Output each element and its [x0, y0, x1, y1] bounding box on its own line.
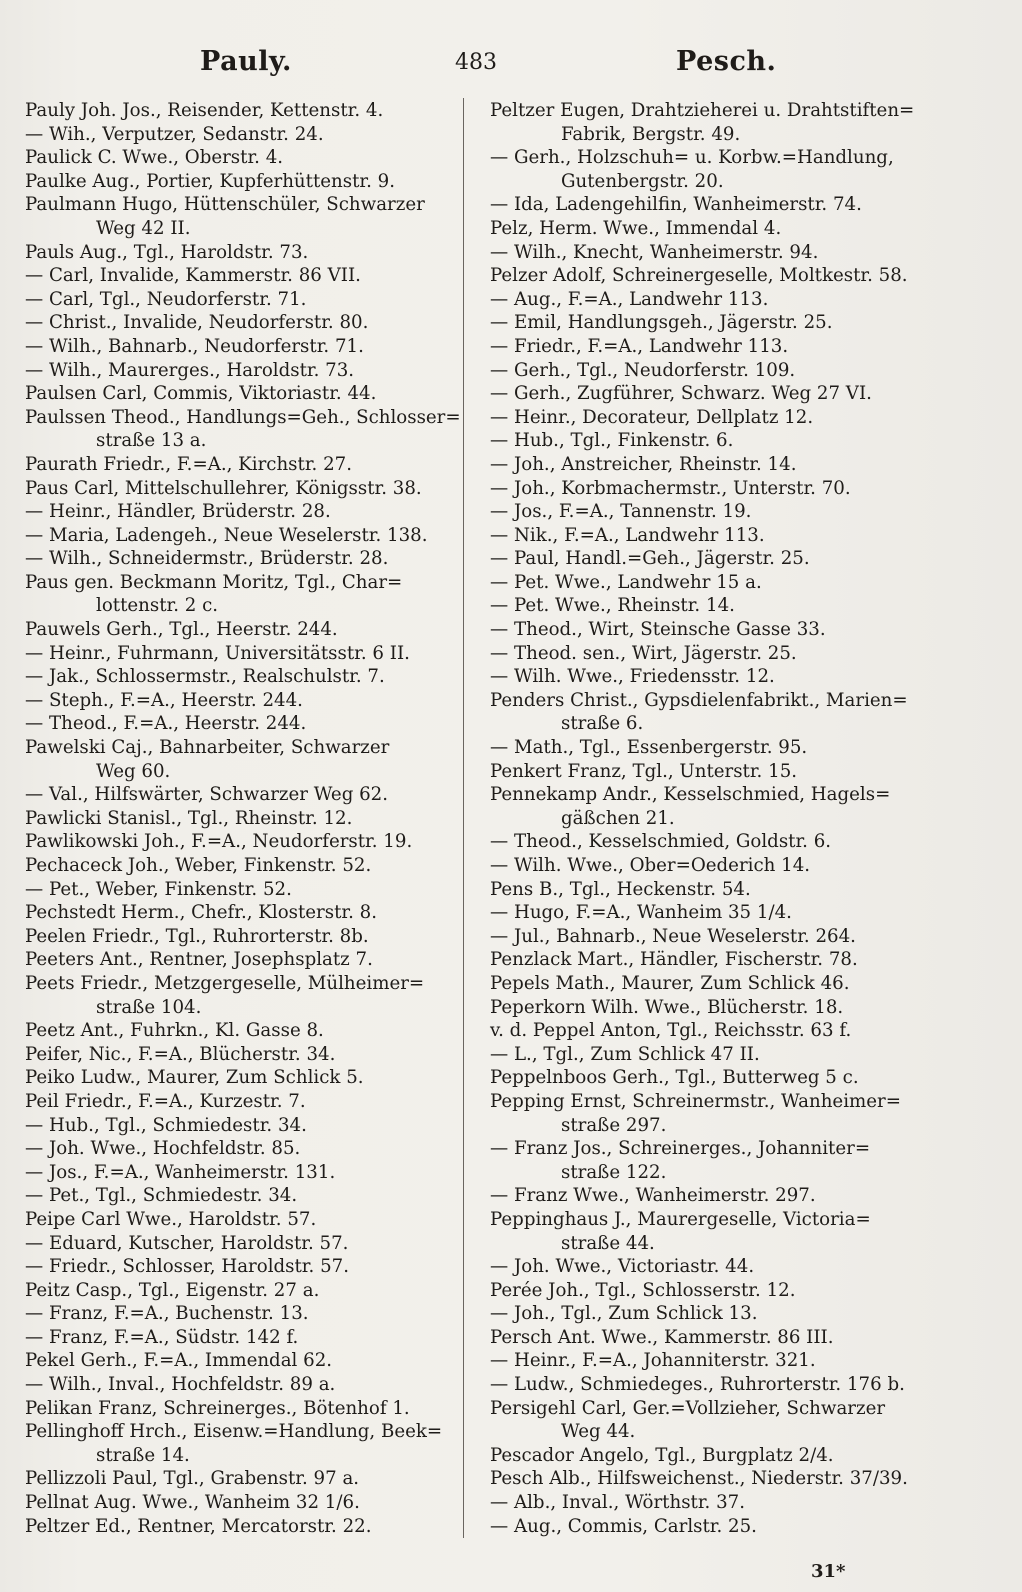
directory-entry: [490, 736, 920, 760]
directory-entry: [490, 1184, 920, 1208]
entry-line: — Gerh., Holzschuh= u. Korbw.=Handlung,: [490, 147, 894, 169]
entry-line: Pawlikowski Joh., F.=A., Neudorferstr. 19.: [25, 831, 413, 853]
entry-line: Pekel Gerh., F.=A., Immendal 62.: [25, 1350, 333, 1372]
entry-line: Paulick C. Wwe., Oberstr. 4.: [25, 147, 284, 169]
entry-line: Peetz Ant., Fuhrkn., Kl. Gasse 8.: [25, 1020, 324, 1042]
entry-line: Pelz, Herm. Wwe., Immendal 4.: [490, 217, 782, 239]
entry-line: Pechstedt Herm., Chefr., Klosterstr. 8.: [25, 902, 377, 924]
entry-line: Pellinghoff Hrch., Eisenw.=Handlung, Beek=: [25, 1421, 443, 1443]
entry-line: — Carl, Invalide, Kammerstr. 86 VII.: [25, 265, 361, 287]
directory-entry: [490, 854, 920, 878]
directory-entry: [490, 783, 920, 830]
directory-entry: [490, 477, 920, 501]
entry-line: Paulssen Theod., Handlungs=Geh., Schlosser=: [25, 406, 461, 428]
entry-line: — Franz Wwe., Wanheimerstr. 297.: [490, 1185, 816, 1207]
entry-continuation-line: straße 44.: [561, 1232, 655, 1254]
directory-entry: [25, 1208, 455, 1232]
entry-line: — Emil, Handlungsgeh., Jägerstr. 25.: [490, 312, 833, 334]
entry-line: — Nik., F.=A., Landwehr 113.: [490, 524, 765, 546]
entry-line: Pepels Math., Maurer, Zum Schlick 46.: [490, 972, 850, 994]
entry-continuation-line: straße 104.: [96, 996, 202, 1018]
entry-continuation-line: Weg 42 II.: [96, 217, 191, 239]
directory-entry: [490, 382, 920, 406]
directory-entry: [490, 901, 920, 925]
directory-entry: [25, 736, 455, 783]
entry-line: — Wih., Verputzer, Sedanstr. 24.: [25, 123, 324, 145]
directory-entry: [490, 217, 920, 241]
entry-line: — Carl, Tgl., Neudorferstr. 71.: [25, 288, 307, 310]
directory-entry: [25, 689, 455, 713]
entry-line: — Jos., F.=A., Wanheimerstr. 131.: [25, 1161, 336, 1183]
entry-line: — Theod., F.=A., Heerstr. 244.: [25, 713, 307, 735]
directory-entry: [25, 925, 455, 949]
directory-entry: [25, 1373, 455, 1397]
entry-line: Paus Carl, Mittelschullehrer, Königsstr. 38.: [25, 477, 422, 499]
entry-line: Pawelski Caj., Bahnarbeiter, Schwarzer: [25, 737, 390, 759]
directory-entry: [490, 972, 920, 996]
entry-line: Pepping Ernst, Schreinermstr., Wanheimer=: [490, 1090, 901, 1112]
entry-line: Persigehl Carl, Ger.=Vollzieher, Schwarzer: [490, 1397, 886, 1419]
directory-entry: [25, 264, 455, 288]
entry-line: — Pet., Weber, Finkenstr. 52.: [25, 878, 292, 900]
directory-entry: [25, 1043, 455, 1067]
entry-line: Pawlicki Stanisl., Tgl., Rheinstr. 12.: [25, 807, 353, 829]
directory-entry: [490, 241, 920, 265]
entry-line: v. d. Peppel Anton, Tgl., Reichsstr. 63 f.: [490, 1020, 852, 1042]
entry-line: — Wilh., Inval., Hochfeldstr. 89 a.: [25, 1374, 336, 1396]
directory-entry: [490, 335, 920, 359]
directory-entry: [25, 99, 455, 123]
entry-continuation-line: straße 13 a.: [96, 430, 207, 452]
entry-continuation-line: straße 122.: [561, 1161, 667, 1183]
directory-entry: [25, 406, 461, 453]
directory-entry: [25, 1232, 455, 1256]
directory-entry: [25, 477, 455, 501]
entry-line: — Franz, F.=A., Buchenstr. 13.: [25, 1303, 309, 1325]
entry-continuation-line: straße 6.: [561, 713, 644, 735]
directory-entry: [25, 1255, 455, 1279]
entry-line: — Paul, Handl.=Geh., Jägerstr. 25.: [490, 548, 810, 570]
directory-entry: [490, 1349, 920, 1373]
entry-line: — Math., Tgl., Essenbergerstr. 95.: [490, 737, 808, 759]
directory-entry: [25, 123, 455, 147]
directory-entry: [490, 429, 920, 453]
entry-line: Pelikan Franz, Schreinerges., Bötenhof 1.: [25, 1397, 410, 1419]
entry-line: — Joh., Anstreicher, Rheinstr. 14.: [490, 453, 797, 475]
entry-line: — Theod., Wirt, Steinsche Gasse 33.: [490, 619, 826, 641]
entry-line: — Heinr., Händler, Brüderstr. 28.: [25, 501, 331, 523]
directory-entry: [25, 193, 455, 240]
directory-entry: [25, 1114, 455, 1138]
entry-continuation-line: Gutenbergstr. 20.: [561, 170, 724, 192]
entry-line: — Franz, F.=A., Südstr. 142 f.: [25, 1326, 299, 1348]
entry-line: — Wilh., Knecht, Wanheimerstr. 94.: [490, 241, 819, 263]
directory-entry: [490, 642, 920, 666]
entry-line: — Aug., F.=A., Landwehr 113.: [490, 288, 769, 310]
entry-line: — Pet., Tgl., Schmiedestr. 34.: [25, 1185, 298, 1207]
entry-line: Penzlack Mart., Händler, Fischerstr. 78.: [490, 949, 858, 971]
directory-entry: [490, 1444, 920, 1468]
entry-line: — Wilh. Wwe., Ober=Oederich 14.: [490, 855, 811, 876]
header-right-keyword: Pesch.: [676, 46, 777, 77]
entry-line: — Theod., Kesselschmied, Goldstr. 6.: [490, 831, 832, 853]
directory-entry: [25, 288, 455, 312]
entry-line: Peipe Carl Wwe., Haroldstr. 57.: [25, 1208, 317, 1230]
directory-entry: [490, 359, 920, 383]
entry-line: Paulke Aug., Portier, Kupferhüttenstr. 9.: [25, 170, 395, 192]
entry-line: Pauls Aug., Tgl., Haroldstr. 73.: [25, 241, 309, 263]
entry-line: — Heinr., F.=A., Johanniterstr. 321.: [490, 1350, 816, 1372]
directory-entry: [25, 524, 455, 548]
entry-line: — Joh., Tgl., Zum Schlick 13.: [490, 1303, 758, 1325]
entry-line: — Pet. Wwe., Rheinstr. 14.: [490, 595, 735, 617]
entry-line: Penders Christ., Gypsdielenfabrikt., Marien=: [490, 689, 908, 711]
directory-entry: [25, 1066, 455, 1090]
entry-continuation-line: lottenstr. 2 c.: [96, 595, 219, 617]
entry-line: — Joh. Wwe., Victoriastr. 44.: [490, 1256, 755, 1278]
entry-line: Peppinghaus J., Maurergeselle, Victoria=: [490, 1208, 871, 1230]
entry-line: — Wilh., Maurerges., Haroldstr. 73.: [25, 359, 355, 381]
directory-entry: [25, 1137, 455, 1161]
directory-entry: [490, 146, 920, 193]
entry-line: — Joh. Wwe., Hochfeldstr. 85.: [25, 1138, 301, 1160]
directory-entry: [25, 335, 455, 359]
page-header: [0, 46, 1022, 86]
entry-line: Peiko Ludw., Maurer, Zum Schlick 5.: [25, 1067, 364, 1089]
directory-entry: [490, 925, 920, 949]
entry-line: Pens B., Tgl., Heckenstr. 54.: [490, 878, 751, 900]
entry-line: — Ludw., Schmiedeges., Ruhrorterstr. 176 b.: [490, 1374, 905, 1396]
directory-entry: [25, 146, 455, 170]
entry-line: — Theod. sen., Wirt, Jägerstr. 25.: [490, 642, 797, 664]
entry-line: Paulmann Hugo, Hüttenschüler, Schwarzer: [25, 194, 425, 216]
directory-entry: [490, 1090, 920, 1137]
entry-line: Persch Ant. Wwe., Kammerstr. 86 III.: [490, 1326, 834, 1348]
directory-entry: [25, 807, 455, 831]
directory-entry: [490, 1279, 920, 1303]
entry-continuation-line: Weg 60.: [96, 760, 171, 782]
entry-line: Pauwels Gerh., Tgl., Heerstr. 244.: [25, 619, 338, 641]
entry-line: — Pet. Wwe., Landwehr 15 a.: [490, 571, 762, 593]
directory-entry: [25, 901, 455, 925]
entry-line: — Heinr., Decorateur, Dellplatz 12.: [490, 406, 814, 428]
directory-entry: [490, 689, 920, 736]
directory-entry: [490, 1019, 920, 1043]
entry-line: Peeters Ant., Rentner, Josephsplatz 7.: [25, 949, 373, 971]
entry-line: — Alb., Inval., Wörthstr. 37.: [490, 1492, 746, 1514]
directory-entry: [25, 382, 455, 406]
directory-entry: [25, 571, 455, 618]
entry-line: — Eduard, Kutscher, Haroldstr. 57.: [25, 1232, 349, 1254]
entry-line: — Heinr., Fuhrmann, Universitätsstr. 6 II.: [25, 642, 410, 664]
entry-line: Pelzer Adolf, Schreinergeselle, Moltkestr. 58.: [490, 265, 908, 287]
directory-entry: [490, 594, 920, 618]
entry-continuation-line: straße 14.: [96, 1444, 190, 1466]
entry-line: Pennekamp Andr., Kesselschmied, Hagels=: [490, 784, 891, 806]
entry-line: — Gerh., Tgl., Neudorferstr. 109.: [490, 359, 796, 381]
directory-entry: [490, 1467, 920, 1491]
entry-line: — Hub., Tgl., Schmiedestr. 34.: [25, 1114, 307, 1136]
directory-entry: [25, 1467, 455, 1491]
directory-entry: [25, 1326, 455, 1350]
page-number: 483: [455, 50, 497, 75]
directory-entry: [25, 453, 455, 477]
directory-entry: [25, 783, 455, 807]
entry-line: — Hugo, F.=A., Wanheim 35 1/4.: [490, 902, 792, 924]
entry-line: — Friedr., Schlosser, Haroldstr. 57.: [25, 1256, 349, 1278]
directory-entry: [25, 1515, 455, 1539]
directory-entry: [490, 1137, 920, 1184]
entry-line: — Wilh., Schneidermstr., Brüderstr. 28.: [25, 548, 389, 570]
directory-entry: [490, 406, 920, 430]
entry-line: — Gerh., Zugführer, Schwarz. Weg 27 VI.: [490, 383, 872, 405]
directory-entry: [490, 571, 920, 595]
directory-entry: [490, 193, 920, 217]
entry-line: Pescador Angelo, Tgl., Burgplatz 2/4.: [490, 1444, 834, 1466]
directory-entry: [490, 453, 920, 477]
directory-entry: [490, 1397, 920, 1444]
directory-entry: [25, 1184, 455, 1208]
directory-entry: [490, 1208, 920, 1255]
entry-line: Peperkorn Wilh. Wwe., Blücherstr. 18.: [490, 996, 844, 1018]
directory-entry: [25, 830, 455, 854]
entry-continuation-line: gäßchen 21.: [561, 807, 675, 829]
directory-entry: [25, 1491, 455, 1515]
directory-entry: [490, 1302, 920, 1326]
entry-continuation-line: Weg 44.: [561, 1421, 636, 1443]
entry-line: Pesch Alb., Hilfsweichenst., Niederstr. 37/39.: [490, 1468, 908, 1490]
entry-line: — Ida, Ladengehilfin, Wanheimerstr. 74.: [490, 194, 862, 216]
directory-entry: [490, 878, 920, 902]
directory-entry: [25, 1279, 455, 1303]
directory-entry: [25, 972, 455, 1019]
directory-entry: [490, 996, 920, 1020]
right-column: [490, 99, 920, 1538]
entry-line: Penkert Franz, Tgl., Unterstr. 15.: [490, 760, 798, 782]
entry-line: Paus gen. Beckmann Moritz, Tgl., Char=: [25, 571, 403, 593]
printer-signature: 31*: [811, 1561, 846, 1582]
directory-entry: [490, 264, 920, 288]
entry-line: — Maria, Ladengeh., Neue Weselerstr. 138.: [25, 524, 428, 546]
directory-entry: [490, 830, 920, 854]
entry-line: Peifer, Nic., F.=A., Blücherstr. 34.: [25, 1043, 336, 1065]
directory-entry: [25, 1161, 455, 1185]
entry-line: Pechaceck Joh., Weber, Finkenstr. 52.: [25, 855, 372, 876]
entry-continuation-line: Fabrik, Bergstr. 49.: [561, 123, 741, 145]
directory-entry: [25, 665, 455, 689]
entry-line: — Hub., Tgl., Finkenstr. 6.: [490, 430, 734, 452]
entry-line: — L., Tgl., Zum Schlick 47 II.: [490, 1043, 760, 1065]
entry-line: — Jos., F.=A., Tannenstr. 19.: [490, 501, 752, 523]
entry-line: Paulsen Carl, Commis, Viktoriastr. 44.: [25, 383, 377, 405]
entry-line: Peets Friedr., Metzgergeselle, Mülheimer=: [25, 972, 425, 994]
entry-line: — Christ., Invalide, Neudorferstr. 80.: [25, 312, 369, 334]
directory-entry: [490, 547, 920, 571]
entry-line: — Jak., Schlossermstr., Realschulstr. 7.: [25, 666, 385, 688]
entry-line: Peltzer Ed., Rentner, Mercatorstr. 22.: [25, 1515, 372, 1537]
directory-entry: [490, 760, 920, 784]
entry-line: Peelen Friedr., Tgl., Ruhrorterstr. 8b.: [25, 925, 369, 947]
column-divider: [463, 98, 464, 1538]
directory-entry: [490, 618, 920, 642]
directory-entry: [25, 1019, 455, 1043]
entry-line: Paurath Friedr., F.=A., Kirchstr. 27.: [25, 453, 352, 475]
directory-entry: [25, 712, 455, 736]
entry-line: — Friedr., F.=A., Landwehr 113.: [490, 335, 789, 357]
directory-entry: [490, 1515, 920, 1539]
entry-line: — Jul., Bahnarb., Neue Weselerstr. 264.: [490, 925, 856, 947]
directory-entry: [25, 241, 455, 265]
directory-entry: [25, 618, 455, 642]
directory-entry: [25, 642, 455, 666]
entry-line: — Aug., Commis, Carlstr. 25.: [490, 1515, 757, 1537]
entry-line: — Franz Jos., Schreinerges., Johanniter=: [490, 1138, 871, 1160]
directory-entry: [25, 311, 455, 335]
header-left-keyword: Pauly.: [200, 46, 292, 77]
directory-entry: [25, 1302, 455, 1326]
directory-entry: [490, 500, 920, 524]
entry-line: — Steph., F.=A., Heerstr. 244.: [25, 689, 303, 711]
directory-entry: [490, 311, 920, 335]
directory-entry: [25, 1420, 455, 1467]
directory-entry: [490, 288, 920, 312]
directory-entry: [490, 665, 920, 689]
directory-entry: [25, 547, 455, 571]
entry-line: — Val., Hilfswärter, Schwarzer Weg 62.: [25, 784, 389, 806]
entry-line: Peppelnboos Gerh., Tgl., Butterweg 5 c.: [490, 1067, 859, 1089]
directory-entry: [25, 1349, 455, 1373]
left-column: [25, 99, 461, 1538]
directory-entry: [490, 1491, 920, 1515]
directory-entry: [490, 948, 920, 972]
entry-line: Perée Joh., Tgl., Schlosserstr. 12.: [490, 1279, 796, 1301]
directory-entry: [25, 1090, 455, 1114]
directory-entry: [25, 500, 455, 524]
directory-entry: [490, 99, 920, 146]
entry-continuation-line: straße 297.: [561, 1114, 667, 1136]
directory-entry: [490, 1066, 920, 1090]
entry-line: Pellizzoli Paul, Tgl., Grabenstr. 97 a.: [25, 1468, 360, 1490]
directory-entry: [490, 1326, 920, 1350]
entry-line: Pellnat Aug. Wwe., Wanheim 32 1/6.: [25, 1492, 360, 1514]
directory-entry: [25, 878, 455, 902]
directory-entry: [25, 854, 455, 878]
directory-entry: [25, 948, 455, 972]
directory-entry: [25, 170, 455, 194]
entry-line: Pauly Joh. Jos., Reisender, Kettenstr. 4.: [25, 100, 384, 121]
entry-line: Peil Friedr., F.=A., Kurzestr. 7.: [25, 1090, 306, 1112]
entry-line: — Wilh., Bahnarb., Neudorferstr. 71.: [25, 335, 364, 357]
entry-line: — Wilh. Wwe., Friedensstr. 12.: [490, 666, 775, 688]
directory-entry: [490, 524, 920, 548]
directory-entry: [490, 1373, 920, 1397]
entry-line: Peitz Casp., Tgl., Eigenstr. 27 a.: [25, 1279, 320, 1301]
entry-line: — Joh., Korbmachermstr., Unterstr. 70.: [490, 477, 851, 499]
directory-entry: [25, 1397, 455, 1421]
directory-entry: [490, 1043, 920, 1067]
entry-line: Peltzer Eugen, Drahtzieherei u. Drahtstiften=: [490, 100, 915, 121]
directory-entry: [25, 359, 455, 383]
directory-entry: [490, 1255, 920, 1279]
